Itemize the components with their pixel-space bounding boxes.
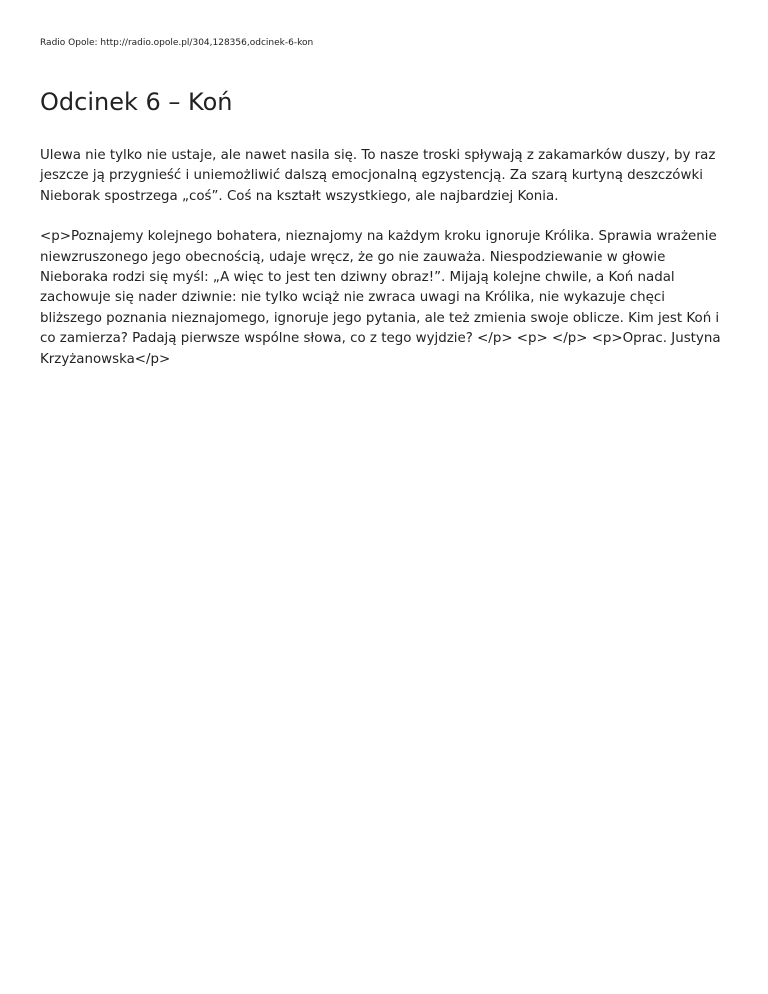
article-body: [40, 146, 730, 390]
article-paragraph-2: <p>Poznajemy kolejnego bohatera, nieznajomy na każdym kroku ignoruje Królika. Sprawia wrażenie niewzruszonego jego obecnością, udaje wręcz, że go nie zauważa. Niespodziewanie w głowie Nieboraka rodzi się myśl: „A więc to jest ten dziwny obraz!”. Mijają kolejne chwile, a Koń nadal zachowuje się nader dziwnie: nie tylko wciąż nie zwraca uwagi na Królika, nie wykazuje chęci bliższego poznania nieznajomego, ignoruje jego pytania, ale też zmienia swoje oblicze. Kim jest Koń i co zamierza? Padają pierwsze wspólne słowa, co z tego wyjdzie? </p> <p> </p> <p>Oprac. Justyna Krzyżanowska</p>: [40, 229, 721, 367]
article-title: Odcinek 6 – Koń: [40, 88, 233, 116]
source-url-line: Radio Opole: http://radio.opole.pl/304,128356,odcinek-6-kon: [40, 38, 314, 48]
article-paragraph-1: Ulewa nie tylko nie ustaje, ale nawet nasila się. To nasze troski spływają z zakamarków duszy, by raz jeszcze ją przygnieść i uniemożliwić dalszą emocjonalną egzystencją. Za szarą kurtyną deszczówki Nieborak spostrzega „coś”. Coś na kształt wszystkiego, ale najbardziej Konia.: [40, 148, 716, 204]
